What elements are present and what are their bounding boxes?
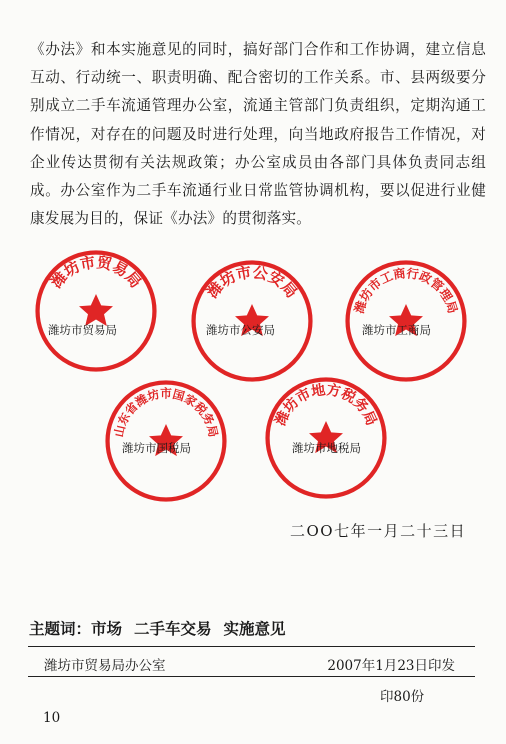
subject-label: 主题词： xyxy=(29,620,92,638)
divider-top xyxy=(28,646,475,647)
seal-trade-bureau xyxy=(30,245,162,377)
seal-trade-bureau-overlay: 潍坊市贸易局 xyxy=(48,323,117,337)
print-count: 印80份 xyxy=(380,689,425,705)
seal-industry-commerce-graphic xyxy=(340,255,472,387)
seal-public-security-graphic xyxy=(186,255,318,387)
issuing-office: 潍坊市贸易局办公室 xyxy=(44,658,166,674)
seal-trade-bureau-arc-text: 潍坊市贸易局 xyxy=(47,253,145,292)
document-date: 二OO七年一月二十三日 xyxy=(290,522,467,540)
seal-local-tax-bureau xyxy=(260,372,392,504)
divider-bottom xyxy=(28,676,475,677)
seal-industry-commerce-arc-text: 潍坊市工商行政管理局 xyxy=(352,266,460,316)
seal-local-tax-overlay: 潍坊市地税局 xyxy=(292,441,361,455)
subject-keywords xyxy=(29,617,298,639)
subject-term: 二手车交易 xyxy=(134,620,212,638)
seal-public-security-overlay: 潍坊市公安局 xyxy=(206,323,275,337)
seal-national-tax-overlay: 潍坊市国税局 xyxy=(122,441,191,455)
subject-term: 实施意见 xyxy=(223,620,286,638)
subject-term: 市场 xyxy=(91,620,123,638)
seal-public-security-arc-text: 潍坊市公安局 xyxy=(203,263,301,302)
seal-national-tax-arc-text: 山东省潍坊市国家税务局 xyxy=(111,386,221,439)
body-paragraph: 《办法》和本实施意见的同时，搞好部门合作和工作协调，建立信息互动、行动统一、职责明确、配合密切的工作关系。市、县两级要分别成立二手车流通管理办公室，流通主管部门负责组织，定期沟通工作情况，对存在的问题及时进行处理，向当地政府报告工作情况，对企业传达贯彻有关法规政策；办公室成员由各部门具体负责同志组成。办公室作为二手车流通行业日常监管协调机构，要以促进行业健康发展为目的，保证《办法》的贯彻落实。 xyxy=(30,41,486,228)
print-date: 2007年1月23日印发 xyxy=(327,658,455,674)
seal-public-security-bureau xyxy=(186,255,318,387)
seal-local-tax-arc-text: 潍坊市地方税务局 xyxy=(272,382,380,429)
seal-local-tax-graphic xyxy=(260,372,392,504)
seal-industry-commerce-overlay: 潍坊市工商局 xyxy=(362,323,431,337)
seal-industry-commerce-bureau xyxy=(340,255,472,387)
page-number: 10 xyxy=(43,710,61,726)
seal-trade-bureau-graphic xyxy=(30,245,162,377)
